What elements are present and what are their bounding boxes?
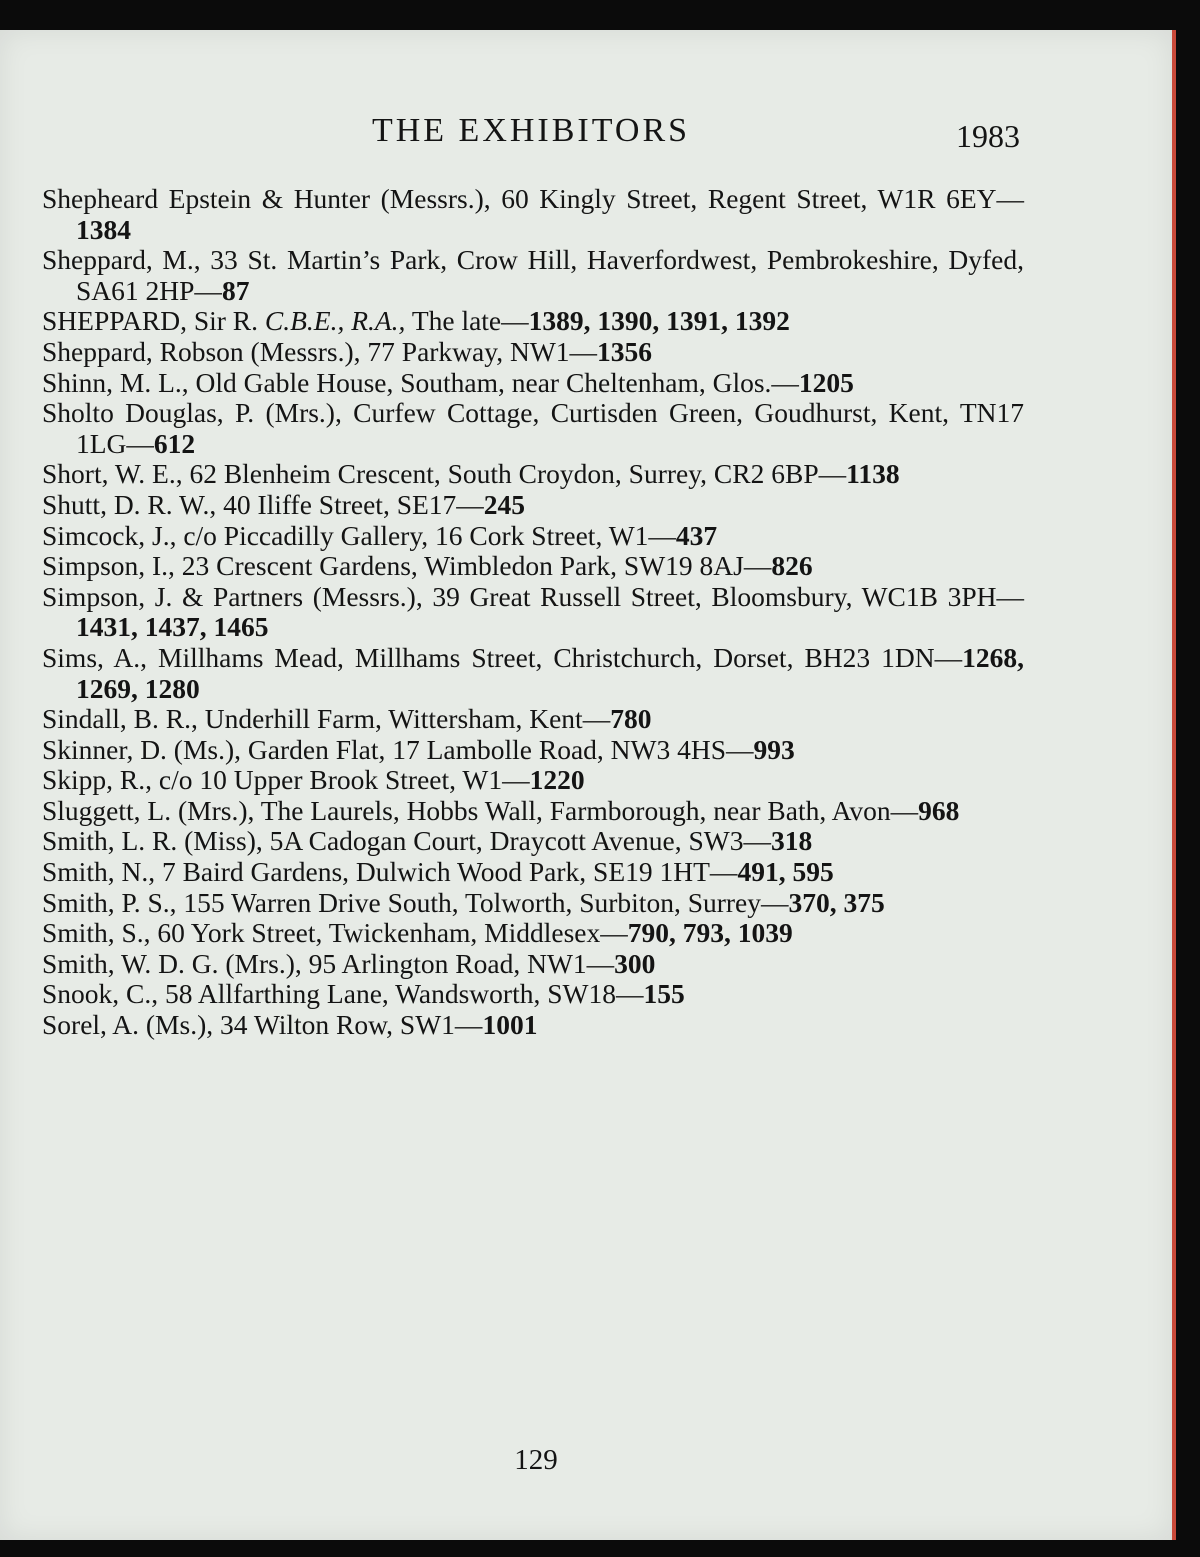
catalogue-numbers: 491, 595 xyxy=(737,856,834,888)
entry-text: Sorel, A. (Ms.), 34 Wilton Row, SW1— xyxy=(42,1009,483,1041)
catalogue-numbers: 1001 xyxy=(482,1009,538,1041)
entry-text: Smith, W. D. G. (Mrs.), 95 Arlington Road, NW1— xyxy=(42,947,615,979)
entry-text: Smith, L. R. (Miss), 5A Cadogan Court, Draycott Avenue, SW3— xyxy=(42,825,771,857)
catalogue-numbers: 612 xyxy=(153,427,196,459)
entry-text: Simcock, J., c/o Piccadilly Gallery, 16 Cork Street, W1— xyxy=(42,519,676,551)
page-number: 129 xyxy=(514,1444,558,1476)
catalogue-numbers: 87 xyxy=(221,274,250,306)
year-label: 1983 xyxy=(956,118,1020,154)
page-title: THE EXHIBITORS xyxy=(371,112,691,149)
exhibitor-entry xyxy=(42,796,1024,827)
entry-text: Sindall, B. R., Underhill Farm, Wittersham, Kent— xyxy=(42,703,611,735)
running-head xyxy=(0,112,1172,156)
exhibitor-list xyxy=(42,184,1024,1041)
exhibitor-entry xyxy=(42,306,1024,337)
catalogue-numbers: 1205 xyxy=(798,366,854,398)
exhibitor-entry xyxy=(42,735,1024,766)
exhibitor-entry xyxy=(42,765,1024,796)
exhibitor-entry xyxy=(42,551,1024,582)
catalogue-numbers: 1268, 1269, 1280 xyxy=(76,641,1024,704)
entry-text: Sheppard, Robson (Messrs.), 77 Parkway, NW1— xyxy=(42,335,598,367)
exhibitor-entry xyxy=(42,337,1024,368)
catalogue-numbers: 300 xyxy=(614,947,656,979)
catalogue-numbers: 826 xyxy=(771,550,813,582)
exhibitor-entry xyxy=(42,979,1024,1010)
exhibitor-entry xyxy=(42,521,1024,552)
exhibitor-entry xyxy=(42,918,1024,949)
entry-text: Snook, C., 58 Allfarthing Lane, Wandsworth, SW18— xyxy=(42,978,644,1010)
entry-text: Smith, P. S., 155 Warren Drive South, Tolworth, Surbiton, Surrey— xyxy=(42,886,789,918)
entry-text: Shepheard Epstein & Hunter (Messrs.), 60 Kingly Street, Regent Street, W1R 6EY— xyxy=(42,183,1024,214)
exhibitor-entry xyxy=(42,459,1024,490)
honours-title: C.B.E., R.A., xyxy=(264,305,406,337)
entry-text: Skinner, D. (Ms.), Garden Flat, 17 Lambolle Road, NW3 4HS— xyxy=(42,733,754,765)
entry-text: Sholto Douglas, P. (Mrs.), Curfew Cottage, Curtisden Green, Goudhurst, Kent, TN17 1LG— xyxy=(42,397,1024,459)
catalogue-numbers: 437 xyxy=(675,519,718,551)
book-page xyxy=(0,30,1176,1540)
exhibitor-entry xyxy=(42,368,1024,399)
exhibitor-entry xyxy=(42,643,1024,704)
entry-text: Sheppard, M., 33 St. Martin’s Park, Crow Hill, Haverfordwest, Pembrokeshire, Dyfed, SA61 2HP— xyxy=(42,244,1024,306)
exhibitor-entry xyxy=(42,398,1024,459)
catalogue-numbers: 1389, 1390, 1391, 1392 xyxy=(528,305,790,337)
catalogue-numbers: 370, 375 xyxy=(788,886,885,918)
entry-text: Smith, S., 60 York Street, Twickenham, Middlesex— xyxy=(42,917,628,949)
catalogue-numbers: 318 xyxy=(770,825,813,857)
catalogue-numbers: 780 xyxy=(610,703,652,735)
entry-text: Simpson, J. & Partners (Messrs.), 39 Great Russell Street, Bloomsbury, WC1B 3PH— xyxy=(42,580,1024,612)
entry-text: Smith, N., 7 Baird Gardens, Dulwich Wood Park, SE19 1HT— xyxy=(42,856,738,888)
exhibitor-entry xyxy=(42,1010,1024,1041)
entry-text: Skipp, R., c/o 10 Upper Brook Street, W1— xyxy=(42,764,530,796)
entry-suffix: The late— xyxy=(405,305,529,337)
exhibitor-entry xyxy=(42,245,1024,306)
exhibitor-entry xyxy=(42,704,1024,735)
exhibitor-entry xyxy=(42,826,1024,857)
entry-text: Sims, A., Millhams Mead, Millhams Street, Christchurch, Dorset, BH23 1DN— xyxy=(42,641,963,673)
exhibitor-entry xyxy=(42,490,1024,521)
exhibitor-entry xyxy=(42,184,1024,245)
catalogue-numbers: 790, 793, 1039 xyxy=(627,917,793,949)
catalogue-numbers: 968 xyxy=(918,794,960,826)
catalogue-numbers: 1220 xyxy=(529,764,585,796)
entry-text: Short, W. E., 62 Blenheim Crescent, South Croydon, Surrey, CR2 6BP— xyxy=(42,458,847,490)
catalogue-numbers: 1138 xyxy=(846,458,900,490)
entry-text: SHEPPARD, Sir R. xyxy=(42,305,265,337)
catalogue-numbers: 155 xyxy=(643,978,685,1010)
exhibitor-entry xyxy=(42,857,1024,888)
catalogue-numbers: 1431, 1437, 1465 xyxy=(76,611,269,643)
exhibitor-entry xyxy=(42,888,1024,919)
entry-text: Shinn, M. L., Old Gable House, Southam, near Cheltenham, Glos.— xyxy=(42,366,799,398)
entry-text: Shutt, D. R. W., 40 Iliffe Street, SE17— xyxy=(42,488,484,520)
catalogue-numbers: 1356 xyxy=(597,335,653,367)
catalogue-numbers: 245 xyxy=(483,488,526,520)
entry-text: Simpson, I., 23 Crescent Gardens, Wimbledon Park, SW19 8AJ— xyxy=(42,550,772,582)
entry-text: Sluggett, L. (Mrs.), The Laurels, Hobbs Wall, Farmborough, near Bath, Avon— xyxy=(42,794,919,826)
catalogue-numbers: 993 xyxy=(753,733,795,765)
catalogue-numbers: 1384 xyxy=(76,213,131,245)
exhibitor-entry xyxy=(42,582,1024,643)
exhibitor-entry xyxy=(42,949,1024,980)
